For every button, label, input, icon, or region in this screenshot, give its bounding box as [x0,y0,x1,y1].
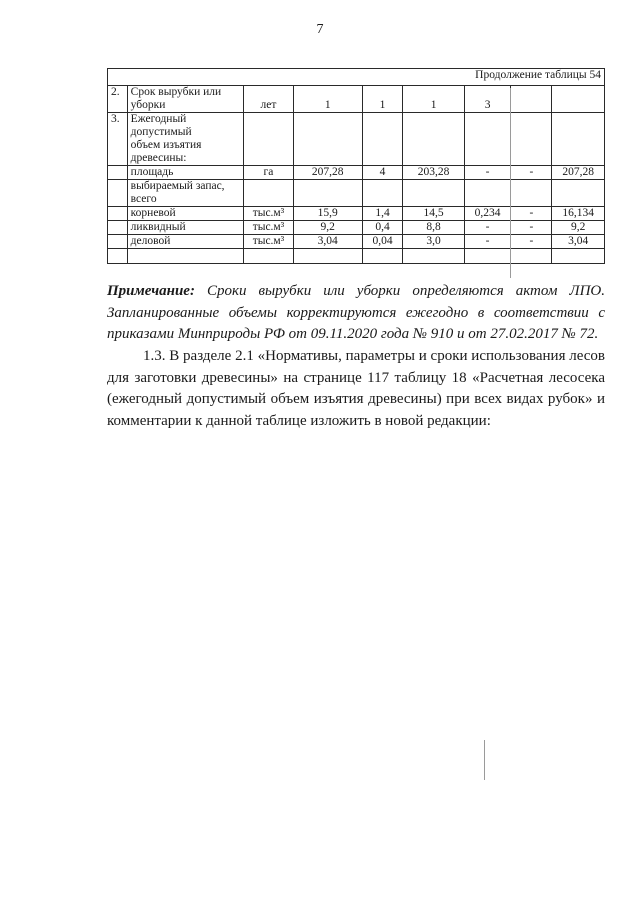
table-caption: Продолжение таблицы 54 [108,69,605,86]
row-indicator [127,180,244,207]
row-number [108,249,128,264]
row-number [108,207,128,221]
value-cell [293,180,362,207]
value-cell [362,249,403,264]
value-cell [403,113,465,166]
indicator-line: уборки [130,99,166,111]
value-cell: 1 [403,86,465,113]
value-cell: 0,234 [464,207,511,221]
row-unit: тыс.м³ [244,221,293,235]
value-cell [511,249,552,264]
value-cell: 1 [293,86,362,113]
indicator-line: Срок вырубки или [130,86,222,98]
scan-artifact-line [484,740,485,780]
table-row [108,221,605,235]
table-row [108,207,605,221]
value-cell [511,113,552,166]
value-cell [552,113,605,166]
row-number: 2. [108,86,128,113]
note-paragraph [107,281,605,346]
value-cell: - [511,221,552,235]
value-cell: 0,4 [362,221,403,235]
value-cell: - [464,221,511,235]
indicator-line: объем изъятия [130,139,202,151]
value-cell [464,113,511,166]
row-unit: га [244,166,293,180]
value-cell: 207,28 [552,166,605,180]
indicator-line: ликвидный [130,221,186,233]
value-cell: 207,28 [293,166,362,180]
table-caption-row [108,69,605,86]
note-text: Сроки вырубки или уборки определяются актом ЛПО. Запланированные объемы корректируются ежегодно в соответствии с приказами Минприроды РФ от 09.11.2020 года № 910 и от 27.02.2017 № 72. [107,283,605,342]
row-number [108,180,128,207]
row-unit: тыс.м³ [244,235,293,249]
value-cell [552,86,605,113]
value-cell [511,86,552,113]
row-unit [244,180,293,207]
value-cell: 0,04 [362,235,403,249]
value-cell [552,249,605,264]
indicator-line: корневой [130,207,176,219]
value-cell [293,249,362,264]
value-cell: 9,2 [293,221,362,235]
value-cell: 4 [362,166,403,180]
value-cell: 9,2 [552,221,605,235]
value-cell: 1 [362,86,403,113]
row-number [108,221,128,235]
amendment-paragraph: 1.3. В разделе 2.1 «Нормативы, параметры и сроки использования лесов для заготовки древесины» на странице 117 таблицу 18 «Расчетная лесосека (ежегодный допустимый объем изъятия древесины) при всех видах рубок» и комментарии к данной таблице изложить в новой редакции: [107,348,605,429]
indicator-line: древесины: [130,152,187,164]
row-unit [244,249,293,264]
value-cell: 14,5 [403,207,465,221]
value-cell: - [511,235,552,249]
value-cell: 3 [464,86,511,113]
note-label: Примечание: [107,283,195,299]
value-cell: 3,04 [293,235,362,249]
row-unit: лет [244,86,293,113]
row-indicator [127,207,244,221]
value-cell: - [511,207,552,221]
table-row [108,249,605,264]
value-cell [362,180,403,207]
value-cell: - [511,166,552,180]
value-cell: - [464,166,511,180]
scan-artifact-line [510,88,511,278]
value-cell [293,113,362,166]
indicator-line: всего [130,193,157,205]
value-cell [552,180,605,207]
value-cell [403,180,465,207]
indicator-line: Ежегодный допустимый [130,113,192,138]
value-cell [362,113,403,166]
row-indicator [127,113,244,166]
value-cell [511,180,552,207]
value-cell: 8,8 [403,221,465,235]
continuation-table [107,68,605,264]
table-row [108,166,605,180]
row-indicator [127,221,244,235]
row-indicator [127,235,244,249]
row-indicator [127,166,244,180]
row-unit: тыс.м³ [244,207,293,221]
table-row [108,235,605,249]
indicator-line: выбираемый запас, [130,180,225,192]
table-row [108,180,605,207]
value-cell: 3,04 [552,235,605,249]
row-indicator [127,249,244,264]
table-row [108,113,605,166]
page-number: 7 [316,22,324,37]
row-unit [244,113,293,166]
table-row [108,86,605,113]
indicator-line: деловой [130,235,171,247]
row-number [108,166,128,180]
value-cell: 16,134 [552,207,605,221]
indicator-line: площадь [130,166,174,178]
row-indicator [127,86,244,113]
value-cell: 15,9 [293,207,362,221]
value-cell: 203,28 [403,166,465,180]
value-cell [464,249,511,264]
value-cell [403,249,465,264]
value-cell: 3,0 [403,235,465,249]
value-cell [464,180,511,207]
value-cell: - [464,235,511,249]
row-number [108,235,128,249]
value-cell: 1,4 [362,207,403,221]
row-number: 3. [108,113,128,166]
